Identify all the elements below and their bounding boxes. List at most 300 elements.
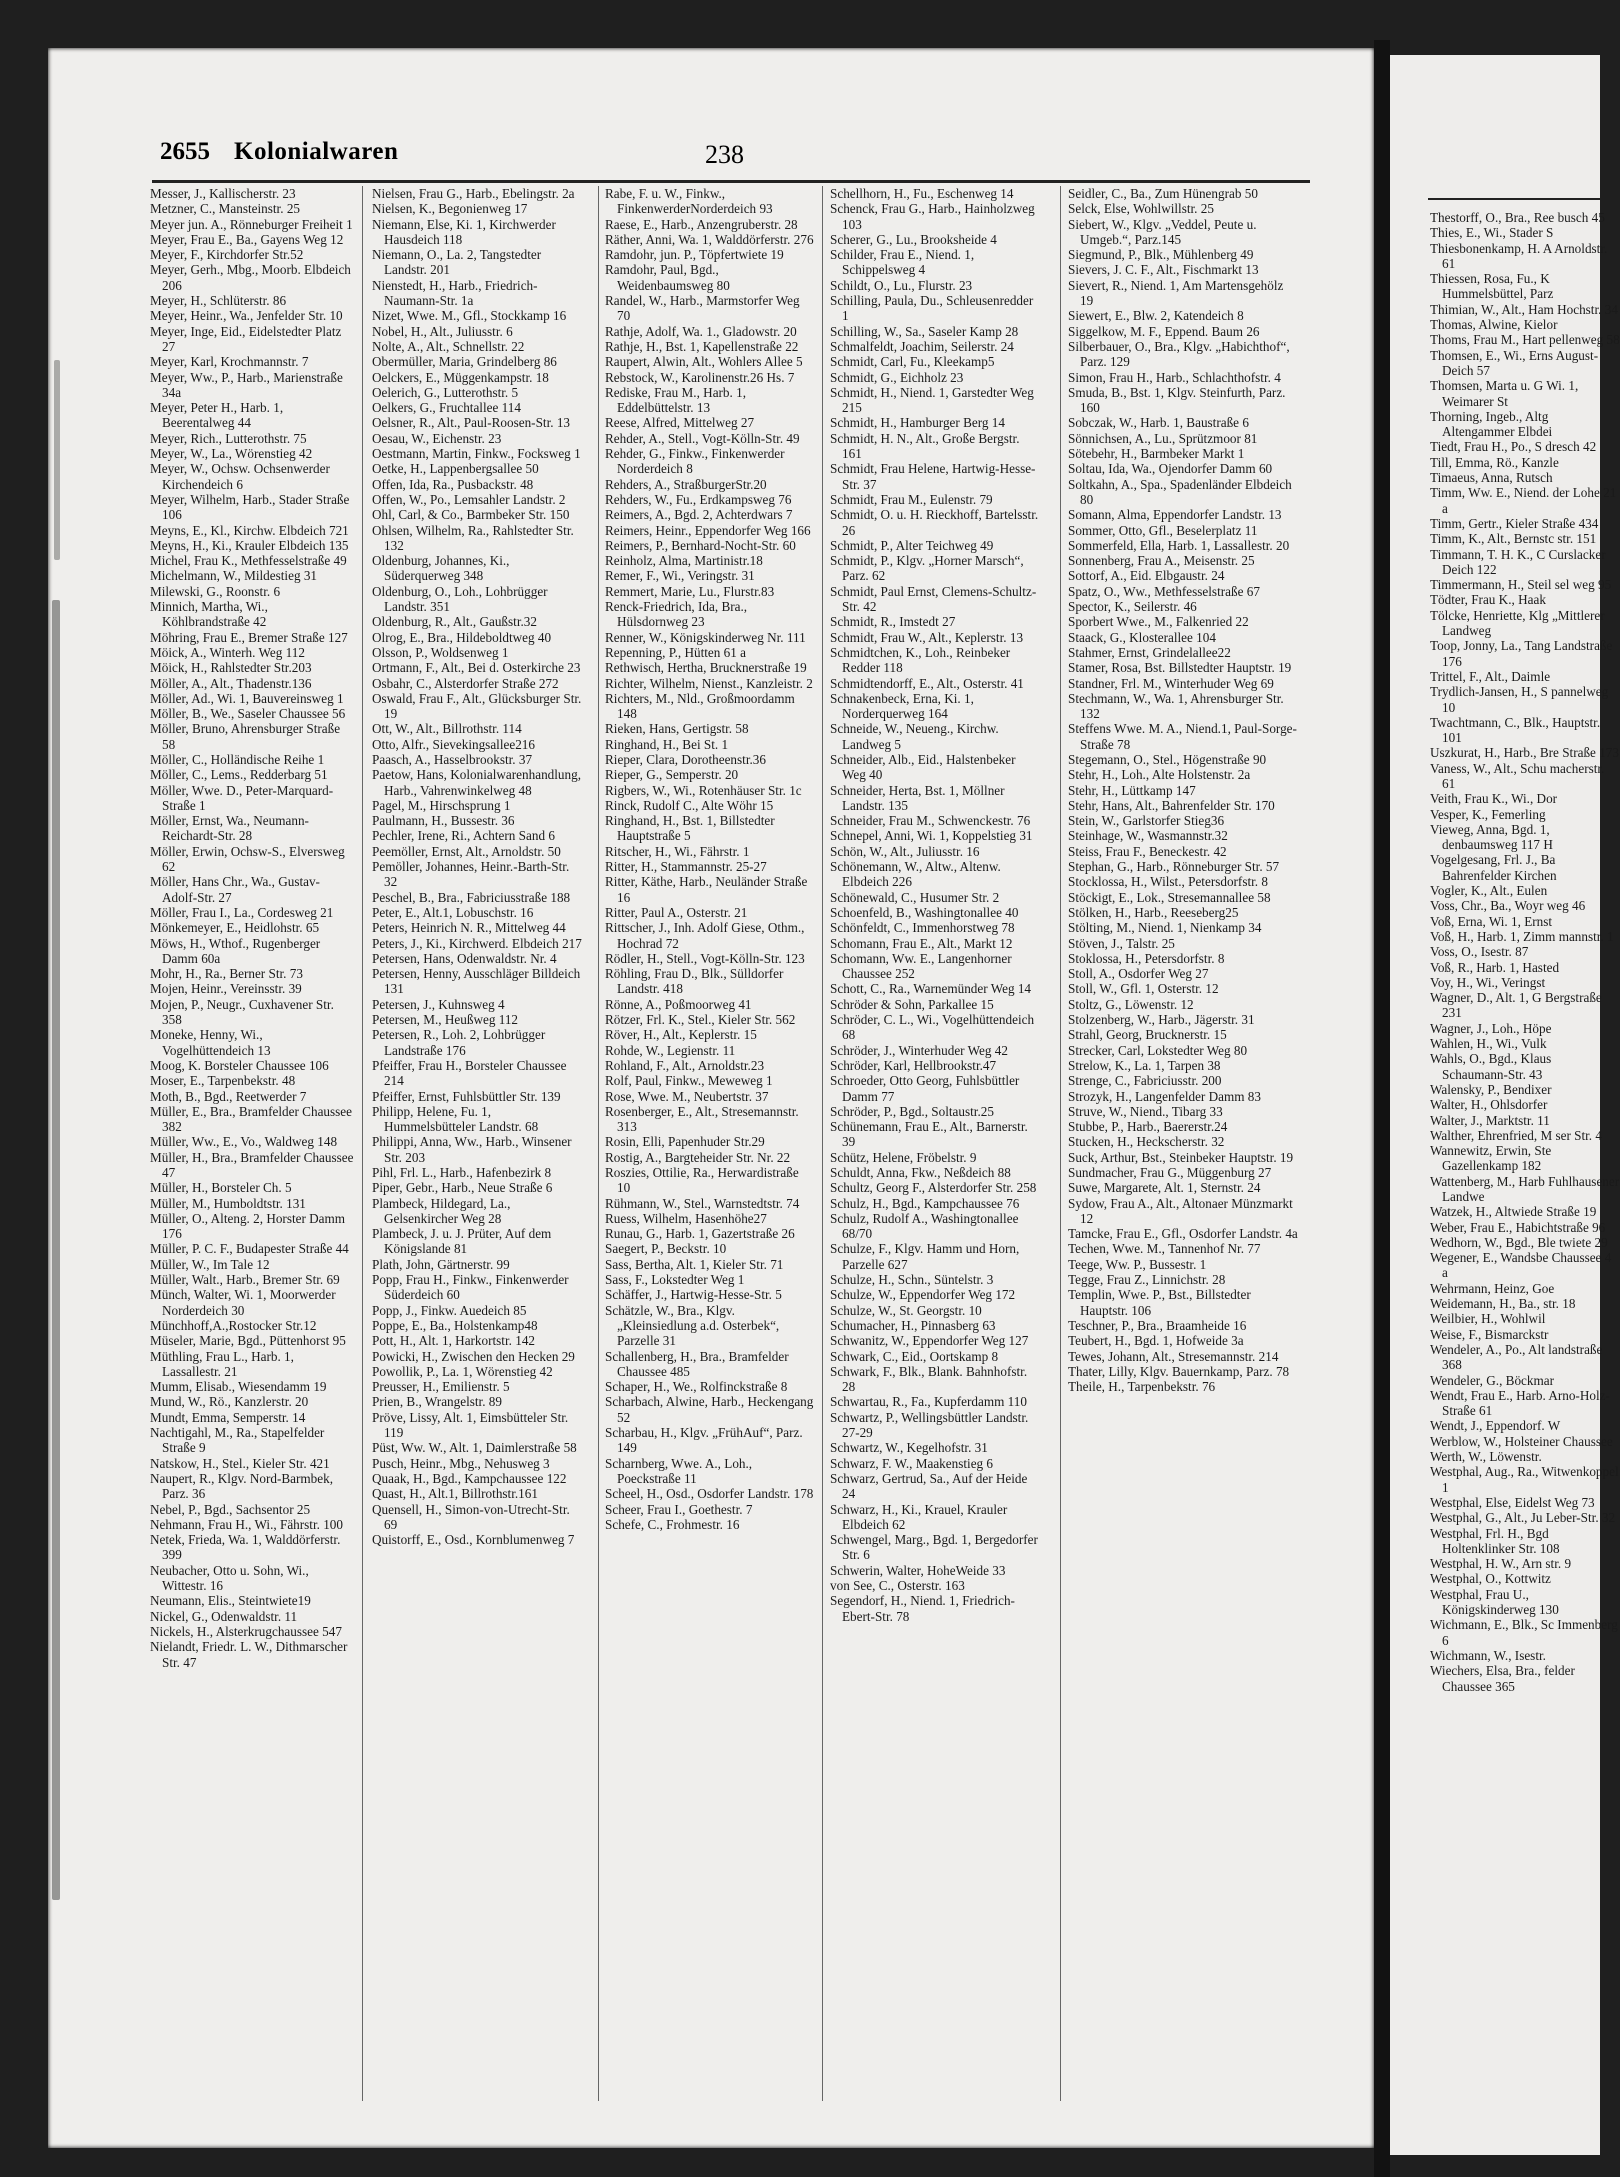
directory-entry: Schwarz, Gertrud, Sa., Auf der Heide 24 xyxy=(830,1470,1028,1502)
directory-entry: Thiesbonenkamp, H. A Arnoldstr. 61 xyxy=(1430,240,1608,271)
column-divider xyxy=(822,186,823,2101)
directory-entry: Nienstedt, H., Harb., Friedrich-Naumann-Str. 1a xyxy=(372,277,538,309)
directory-entry: Olsson, P., Woldsenweg 1 xyxy=(372,644,509,660)
directory-entry: Plambeck, J. u. J. Prüter, Auf dem Königslande 81 xyxy=(372,1226,552,1257)
directory-entry: Pemöller, Johannes, Heinr.-Barth-Str. 32 xyxy=(372,859,570,890)
book-gutter xyxy=(1374,40,1390,2177)
directory-entry: Stamer, Rosa, Bst. Billstedter Hauptstr. 19 xyxy=(1068,660,1292,676)
directory-entry: Scharbau, H., Klgv. „FrühAuf“, Parz. 149 xyxy=(605,1425,803,1456)
directory-entry: Rödler, H., Stell., Vogt-Kölln-Str. 123 xyxy=(605,950,805,966)
directory-entry: Schwerin, Walter, HoheWeide 33 xyxy=(830,1562,1006,1578)
directory-entry: Rabe, F. u. W., Finkw., FinkenwerderNorderdeich 93 xyxy=(605,186,773,217)
directory-entry: Meyer, Rich., Lutterothstr. 75 xyxy=(150,430,307,446)
directory-entry: Meyer, H., Schlüterstr. 86 xyxy=(150,293,287,309)
directory-entry: Teege, Ww. P., Bussestr. 1 xyxy=(1068,1256,1207,1272)
column-divider xyxy=(1060,186,1061,2101)
directory-entry: Möick, H., Rahlstedter Str.203 xyxy=(150,660,312,676)
directory-entry: Rieper, G., Semperstr. 20 xyxy=(605,767,739,783)
directory-entry: Sommer, Otto, Gfl., Beselerplatz 11 xyxy=(1068,522,1258,538)
directory-entry: Westphal, G., Alt., Ju Leber-Str. 32 xyxy=(1430,1510,1616,1526)
directory-entry: Till, Emma, Rö., Kanzle xyxy=(1430,454,1559,470)
directory-entry: Müller, H., Borsteler Ch. 5 xyxy=(150,1180,292,1196)
directory-entry: Standner, Frl. M., Winterhuder Weg 69 xyxy=(1068,675,1274,691)
directory-entry: Popp, Frau H., Finkw., Finkenwerder Süderdeich 60 xyxy=(372,1272,569,1303)
directory-entry: Soltau, Ida, Wa., Ojendorfer Damm 60 xyxy=(1068,461,1273,477)
directory-entry: Stechmann, W., Wa. 1, Ahrensburger Str. 132 xyxy=(1068,690,1284,722)
directory-entry: Renck-Friedrich, Ida, Bra., Hülsdornweg 23 xyxy=(605,599,748,630)
directory-entry: Timm, K., Alt., Bernstc str. 151 xyxy=(1430,531,1597,547)
directory-entry: Quast, H., Alt.1, Billrothstr.161 xyxy=(372,1486,538,1502)
directory-entry: Thoms, Frau M., Hart pellenweg 58 xyxy=(1430,332,1620,348)
directory-entry: Schmidt, O. u. H. Rieckhoff, Bartelsstr. 26 xyxy=(830,507,1039,538)
directory-entry: Wahlen, H., Wi., Vulk xyxy=(1430,1036,1547,1052)
directory-entry: Suwe, Margarete, Alt. 1, Sternstr. 24 xyxy=(1068,1180,1261,1196)
directory-entry: Teschner, P., Bra., Braamheide 16 xyxy=(1068,1317,1247,1333)
directory-entry: Schulze, H., Schn., Süntelstr. 3 xyxy=(830,1272,994,1288)
directory-entry: Petersen, J., Kuhnsweg 4 xyxy=(372,996,505,1012)
header-rule xyxy=(152,180,1310,183)
directory-entry: Schwengel, Marg., Bgd. 1, Bergedorfer Str. 6 xyxy=(830,1532,1038,1563)
directory-entry: Wehrmann, Heinz, Goe xyxy=(1430,1280,1555,1296)
directory-entry: Plath, John, Gärtnerstr. 99 xyxy=(372,1256,510,1272)
directory-entry: Meyer, Inge, Eid., Eidelstedter Platz 27 xyxy=(150,323,342,354)
directory-entry: Niemann, O., La. 2, Tangstedter Landstr. 201 xyxy=(372,247,542,278)
directory-entry: Schneider, Herta, Bst. 1, Möllner Landstr. 135 xyxy=(830,782,1005,813)
directory-entry: Wegener, E., Wandsbe Chaussee 4 a xyxy=(1430,1250,1612,1281)
directory-entry: Meyer, Frau E., Ba., Gayens Weg 12 xyxy=(150,231,344,247)
directory-entry: Voß, R., Harb. 1, Hasted xyxy=(1430,959,1560,975)
directory-entry: Stocklossa, H., Wilst., Petersdorfstr. 8 xyxy=(1068,874,1268,890)
directory-entry: Oelerich, G., Lutterothstr. 5 xyxy=(372,384,519,400)
directory-entry: Timmermann, H., Steil sel weg 95 xyxy=(1430,577,1612,593)
directory-column-2 xyxy=(372,186,582,2106)
directory-entry: Philippi, Anna, Ww., Harb., Winsener Str. 203 xyxy=(372,1134,572,1165)
directory-entry: Veith, Frau K., Wi., Dor xyxy=(1430,791,1558,807)
directory-entry: Ritscher, H., Wi., Fährstr. 1 xyxy=(605,843,750,859)
directory-entry: Nielsen, K., Begonienweg 17 xyxy=(372,201,528,217)
directory-entry: Schünemann, Frau E., Alt., Barnerstr. 39 xyxy=(830,1119,1028,1150)
directory-entry: Voss, Chr., Ba., Woyr weg 46 xyxy=(1430,898,1586,914)
directory-entry: Schäffer, J., Hartwig-Hesse-Str. 5 xyxy=(605,1287,782,1303)
directory-entry: Rediske, Frau M., Harb. 1, Eddelbüttelstr. 13 xyxy=(605,384,747,416)
directory-entry: Quistorff, E., Osd., Kornblumenweg 7 xyxy=(372,1532,575,1548)
directory-entry: Wendeler, G., Böckmar xyxy=(1430,1372,1555,1388)
directory-entry: Meyer jun. A., Rönneburger Freiheit 1 xyxy=(150,216,353,232)
directory-entry: Sonnenberg, Frau A., Meisenstr. 25 xyxy=(1068,553,1255,569)
directory-entry: Möick, A., Winterh. Weg 112 xyxy=(150,644,305,660)
directory-entry: Schönfeldt, C., Immenhorstweg 78 xyxy=(830,920,1015,936)
directory-entry: Oesau, W., Eichenstr. 23 xyxy=(372,430,502,446)
directory-entry: Timm, Gertr., Kieler Straße 434 xyxy=(1430,515,1599,531)
directory-entry: Vogelgesang, Frl. J., Ba Bahrenfelder Kirchen xyxy=(1430,852,1557,883)
directory-entry: Schultz, Georg F., Alsterdorfer Str. 258 xyxy=(830,1180,1037,1196)
directory-entry: Schwanitz, W., Eppendorfer Weg 127 xyxy=(830,1333,1029,1349)
facing-header-rule xyxy=(1428,198,1600,200)
directory-entry: Stein, W., Garlstorfer Stieg36 xyxy=(1068,813,1225,829)
directory-entry: Schmidt, Frau Helene, Hartwig-Hesse-Str. 37 xyxy=(830,461,1036,492)
directory-entry: Staack, G., Klosterallee 104 xyxy=(1068,629,1216,645)
directory-entry: Soltkahn, A., Spa., Spadenländer Elbdeich 80 xyxy=(1068,476,1292,507)
directory-entry: Tiedt, Frau H., Po., S dresch 42 xyxy=(1430,439,1597,455)
directory-entry: Vieweg, Anna, Bgd. 1, denbaumsweg 117 H xyxy=(1430,821,1553,853)
directory-entry: Peter, E., Alt.1, Lobuschstr. 16 xyxy=(372,904,534,920)
directory-entry: Schildt, O., Lu., Flurstr. 23 xyxy=(830,277,973,293)
directory-entry: Schellhorn, H., Fu., Eschenweg 14 xyxy=(830,186,1014,201)
directory-entry: Schmidt, H., Niend. 1, Garstedter Weg 215 xyxy=(830,384,1034,416)
directory-entry: Schoenfeld, B., Washingtonallee 40 xyxy=(830,904,1019,920)
directory-entry: Thomsen, E., Wi., Erns August-Deich 57 xyxy=(1430,347,1599,378)
directory-entry: Stegemann, O., Stel., Högenstraße 90 xyxy=(1068,751,1267,767)
directory-entry: Selck, Else, Wohlwillstr. 25 xyxy=(1068,201,1214,217)
directory-entry: Schumacher, H., Pinnasberg 63 xyxy=(830,1317,996,1333)
directory-entry: Steiss, Frau F., Beneckestr. 42 xyxy=(1068,843,1227,859)
directory-entry: Vaness, W., Alt., Schu macherstr. 61 xyxy=(1430,760,1605,791)
directory-entry: Schilder, Frau E., Niend. 1, Schippelsweg 4 xyxy=(830,247,975,278)
directory-entry: Suck, Arthur, Bst., Steinbeker Hauptstr. 19 xyxy=(1068,1149,1294,1165)
directory-entry: Rehder, A., Stell., Vogt-Kölln-Str. 49 xyxy=(605,430,800,446)
binding-mark xyxy=(54,360,60,560)
directory-entry: Sass, Bertha, Alt. 1, Kieler Str. 71 xyxy=(605,1256,784,1272)
directory-entry: Schmidt, Paul Ernst, Clemens-Schultz-Str. 42 xyxy=(830,583,1037,615)
directory-entry: Möller, Ad., Wi. 1, Bauvereinsweg 1 xyxy=(150,690,344,706)
directory-entry: Minnich, Martha, Wi., Köhlbrandstraße 42 xyxy=(150,599,268,630)
directory-entry: Siegmund, P., Blk., Mühlenberg 49 xyxy=(1068,247,1254,263)
directory-entry: Mundt, Emma, Semperstr. 14 xyxy=(150,1409,306,1425)
directory-entry: Schröder & Sohn, Parkallee 15 xyxy=(830,996,994,1012)
directory-entry: Schulz, H., Bgd., Kampchaussee 76 xyxy=(830,1195,1020,1211)
directory-entry: Schwark, C., Eid., Oortskamp 8 xyxy=(830,1348,999,1364)
directory-entry: Sass, F., Lokstedter Weg 1 xyxy=(605,1272,745,1288)
page-number: 238 xyxy=(705,140,744,169)
directory-entry: Watzek, H., Altwiede Straße 19 xyxy=(1430,1204,1597,1220)
directory-entry: Möhring, Frau E., Bremer Straße 127 xyxy=(150,629,348,645)
directory-entry: Rolf, Paul, Finkw., Meweweg 1 xyxy=(605,1073,773,1089)
directory-entry: Natskow, H., Stel., Kieler Str. 421 xyxy=(150,1455,330,1471)
facing-page-column xyxy=(1430,210,1620,2130)
directory-entry: Petersen, R., Loh. 2, Lohbrügger Landstraße 176 xyxy=(372,1027,546,1058)
directory-entry: Schulze, F., Klgv. Hamm und Horn, Parzelle 627 xyxy=(830,1241,1020,1272)
directory-entry: Michel, Frau K., Methfesselstraße 49 xyxy=(150,553,347,569)
directory-entry: Westphal, H. W., Arn str. 9 xyxy=(1430,1556,1572,1572)
directory-entry: Schmidt, P., Klgv. „Horner Marsch“, Parz. 62 xyxy=(830,553,1024,584)
directory-entry: Stucken, H., Heckscherstr. 32 xyxy=(1068,1134,1225,1150)
directory-entry: Mohr, H., Ra., Berner Str. 73 xyxy=(150,966,303,982)
directory-entry: Nizet, Wwe. M., Gfl., Stockkamp 16 xyxy=(372,308,567,324)
directory-entry: Müseler, Marie, Bgd., Püttenhorst 95 xyxy=(150,1333,346,1349)
directory-entry: Pagel, M., Hirschsprung 1 xyxy=(372,797,511,813)
directory-entry: Rehder, G., Finkw., Finkenwerder Norderdeich 8 xyxy=(605,446,785,477)
directory-entry: Wichmann, W., Isestr. xyxy=(1430,1647,1546,1663)
directory-entry: Schröder, J., Winterhuder Weg 42 xyxy=(830,1042,1008,1058)
directory-entry: Pröve, Lissy, Alt. 1, Eimsbütteler Str. 119 xyxy=(372,1409,569,1441)
directory-entry: Sydow, Frau A., Alt., Altonaer Münzmarkt 12 xyxy=(1068,1195,1293,1226)
directory-entry: Schulze, W., Eppendorfer Weg 172 xyxy=(830,1287,1016,1303)
directory-entry: Reinholz, Alma, Martinistr.18 xyxy=(605,553,763,569)
directory-entry: Pusch, Heinr., Mbg., Nehusweg 3 xyxy=(372,1455,550,1471)
directory-entry: Smuda, B., Bst. 1, Klgv. Steinfurth, Parz. 160 xyxy=(1068,384,1286,416)
directory-entry: Stöckigt, E., Lok., Stresemannallee 58 xyxy=(1068,889,1271,905)
directory-entry: Reimers, A., Bgd. 2, Achterdwars 7 xyxy=(605,507,793,523)
directory-entry: Schmidt, G., Eichholz 23 xyxy=(830,369,964,385)
directory-entry: Sundmacher, Frau G., Müggenburg 27 xyxy=(1068,1165,1272,1180)
directory-entry: Scharnberg, Wwe. A., Loh., Poeckstraße 11 xyxy=(605,1455,753,1486)
directory-entry: Oswald, Frau F., Alt., Glücksburger Str. 19 xyxy=(372,690,582,722)
directory-entry: Ohlsen, Wilhelm, Ra., Rahlstedter Str. 132 xyxy=(372,522,574,553)
directory-entry: Oelckers, E., Müggenkampstr. 18 xyxy=(372,369,549,385)
directory-entry: Rethwisch, Hertha, Brucknerstraße 19 xyxy=(605,660,807,676)
directory-entry: Rigbers, W., Wi., Rotenhäuser Str. 1c xyxy=(605,782,802,798)
column-divider xyxy=(598,186,599,2101)
directory-entry: Schefe, C., Frohmestr. 16 xyxy=(605,1516,740,1532)
directory-entry: Peschel, B., Bra., Fabriciusstraße 188 xyxy=(372,889,571,905)
directory-entry: Walter, J., Marktstr. 11 xyxy=(1430,1112,1550,1128)
directory-entry: Sötebehr, H., Barmbeker Markt 1 xyxy=(1068,446,1245,462)
directory-entry: Rostig, A., Bargteheider Str. Nr. 22 xyxy=(605,1149,791,1165)
directory-entry: von See, C., Osterstr. 163 xyxy=(830,1578,965,1594)
directory-entry: Rönne, A., Poßmoorweg 41 xyxy=(605,996,752,1012)
directory-entry: Pechler, Irene, Ri., Achtern Sand 6 xyxy=(372,828,555,844)
directory-entry: Wattenberg, M., Harb Fuhlhausener Landwe xyxy=(1430,1173,1620,1204)
directory-entry: Thies, E., Wi., Stader S xyxy=(1430,225,1554,241)
directory-entry: Mönkemeyer, E., Heidlohstr. 65 xyxy=(150,920,320,936)
directory-entry: Rathje, Adolf, Wa. 1., Gladowstr. 20 xyxy=(605,323,797,339)
directory-entry: Strahl, Georg, Brucknerstr. 15 xyxy=(1068,1027,1227,1043)
directory-entry: Trydlich-Jansen, H., S pannelweg 10 xyxy=(1430,684,1609,715)
directory-entry: Metzner, C., Mansteinstr. 25 xyxy=(150,201,301,217)
directory-entry: Techen, Wwe. M., Tannenhof Nr. 77 xyxy=(1068,1241,1261,1257)
directory-entry: Mund, W., Rö., Kanzlerstr. 20 xyxy=(150,1394,309,1410)
directory-entry: Schomann, Frau E., Alt., Markt 12 xyxy=(830,935,1013,951)
directory-entry: Ritter, Käthe, Harb., Neuländer Straße 16 xyxy=(605,874,808,905)
directory-entry: Möller, Ernst, Wa., Neumann-Reichardt-Str. 28 xyxy=(150,813,309,844)
directory-entry: Schwartau, R., Fa., Kupferdamm 110 xyxy=(830,1394,1027,1410)
directory-entry: Meyer, W., Ochsw. Ochsenwerder Kirchendeich 6 xyxy=(150,461,330,492)
directory-entry: Stubbe, P., Harb., Baererstr.24 xyxy=(1068,1119,1228,1135)
directory-entry: Powollik, P., La. 1, Wörenstieg 42 xyxy=(372,1363,553,1379)
directory-entry: Rosenberger, E., Alt., Stresemannstr. 313 xyxy=(605,1103,799,1135)
directory-entry: Schilling, W., Sa., Saseler Kamp 28 xyxy=(830,323,1019,339)
directory-entry: Pott, H., Alt. 1, Harkortstr. 142 xyxy=(372,1333,536,1349)
directory-entry: Vesper, K., Femerling xyxy=(1430,806,1546,822)
directory-entry: Schmidt, H., Hamburger Berg 14 xyxy=(830,415,1005,431)
directory-entry: Strecker, Carl, Lokstedter Weg 80 xyxy=(1068,1042,1248,1058)
directory-entry: Müller, Ww., E., Vo., Waldweg 148 xyxy=(150,1134,338,1150)
directory-entry: Templin, Wwe. P., Bst., Billstedter Hauptstr. 106 xyxy=(1068,1287,1251,1318)
directory-entry: Schaper, H., We., Rolfinckstraße 8 xyxy=(605,1379,788,1395)
directory-entry: Oldenburg, Johannes, Ki., Süderquerweg 348 xyxy=(372,553,510,584)
directory-entry: Scherer, G., Lu., Brooksheide 4 xyxy=(830,231,997,247)
directory-entry: Wahls, O., Bgd., Klaus Schaumann-Str. 43 xyxy=(1430,1051,1552,1082)
directory-entry: Pfeiffer, Ernst, Fuhlsbüttler Str. 139 xyxy=(372,1088,561,1104)
directory-entry: Möller, Hans Chr., Wa., Gustav-Adolf-Str. 27 xyxy=(150,874,320,905)
directory-entry: Wagner, J., Loh., Höpe xyxy=(1430,1020,1552,1036)
directory-entry: Olrog, E., Bra., Hildeboldtweg 40 xyxy=(372,629,552,645)
directory-entry: Somann, Alma, Eppendorfer Landstr. 13 xyxy=(1068,507,1282,523)
directory-entry: Schnakenbeck, Erna, Ki. 1, Norderquerweg 164 xyxy=(830,690,974,722)
directory-entry: Thimian, W., Alt., Ham Hochstr. 34 xyxy=(1430,301,1618,317)
directory-entry: Stephan, G., Harb., Rönneburger Str. 57 xyxy=(1068,859,1280,875)
directory-entry: Segendorf, H., Niend. 1, Friedrich-Ebert-Str. 78 xyxy=(830,1593,1015,1624)
directory-entry: Strozyk, H., Langenfelder Damm 83 xyxy=(1068,1088,1261,1104)
directory-entry: Schwarz, F. W., Maakenstieg 6 xyxy=(830,1455,994,1471)
directory-entry: Ramdohr, jun. P., Töpfertwiete 19 xyxy=(605,247,784,263)
directory-entry: Sievers, J. C. F., Alt., Fischmarkt 13 xyxy=(1068,262,1259,278)
directory-entry: Möller, C., Holländische Reihe 1 xyxy=(150,751,325,767)
directory-entry: Rosin, Elli, Papenhuder Str.29 xyxy=(605,1134,765,1150)
directory-entry: Oelsner, R., Alt., Paul-Roosen-Str. 13 xyxy=(372,415,571,431)
directory-entry: Möws, H., Wthof., Rugenberger Damm 60a xyxy=(150,935,321,966)
directory-entry: Prien, B., Wrangelstr. 89 xyxy=(372,1394,502,1410)
directory-entry: Piper, Gebr., Harb., Neue Straße 6 xyxy=(372,1180,553,1196)
directory-entry: Schnepel, Anni, Wi. 1, Koppelstieg 31 xyxy=(830,828,1033,844)
directory-entry: Randel, W., Harb., Marmstorfer Weg 70 xyxy=(605,293,800,324)
directory-column-1 xyxy=(150,186,355,2106)
directory-entry: Müthling, Frau L., Harb. 1, Lassallestr. 21 xyxy=(150,1348,294,1379)
directory-entry: Strenge, C., Fabriciusstr. 200 xyxy=(1068,1073,1222,1089)
directory-entry: Schröder, C. L., Wi., Vogelhüttendeich 68 xyxy=(830,1012,1035,1043)
directory-entry: Nehmann, Frau H., Wi., Fährstr. 100 xyxy=(150,1516,343,1532)
directory-column-4 xyxy=(830,186,1040,2106)
directory-entry: Müller, O., Alteng. 2, Horster Damm 176 xyxy=(150,1210,346,1242)
directory-entry: Stölting, M., Niend. 1, Nienkamp 34 xyxy=(1068,920,1262,936)
directory-entry: Ruess, Wilhelm, Hasenhöhe27 xyxy=(605,1210,767,1226)
directory-entry: Stehr, H., Loh., Alte Holstenstr. 2a xyxy=(1068,767,1251,783)
directory-entry: Netek, Frieda, Wa. 1, Walddörferstr. 399 xyxy=(150,1532,341,1563)
directory-entry: Stoltz, G., Löwenstr. 12 xyxy=(1068,996,1194,1012)
directory-entry: Raese, E., Harb., Anzengruberstr. 28 xyxy=(605,216,798,232)
directory-entry: Thiessen, Rosa, Fu., K Hummelsbüttel, Parz xyxy=(1430,271,1554,302)
directory-entry: Moser, E., Tarpenbekstr. 48 xyxy=(150,1073,296,1089)
directory-entry: Peemöller, Ernst, Alt., Arnoldstr. 50 xyxy=(372,843,561,859)
directory-entry: Rehders, A., StraßburgerStr.20 xyxy=(605,476,767,492)
directory-entry: Möller, A., Alt., Thadenstr.136 xyxy=(150,675,312,691)
directory-entry: Nielandt, Friedr. L. W., Dithmarscher Str. 47 xyxy=(150,1639,348,1670)
directory-entry: Siggelkow, M. F., Eppend. Baum 26 xyxy=(1068,323,1260,339)
directory-entry: Mumm, Elisab., Wiesendamm 19 xyxy=(150,1379,327,1395)
directory-entry: Schön, W., Alt., Juliusstr. 16 xyxy=(830,843,980,859)
directory-entry: Röhling, Frau D., Blk., Sülldorfer Landstr. 418 xyxy=(605,966,784,997)
directory-entry: Wichmann, E., Blk., Sc Immenberg 6 xyxy=(1430,1617,1618,1648)
directory-entry: Walther, Ehrenfried, M ser Str. 4 xyxy=(1430,1127,1602,1143)
directory-entry: Petersen, M., Heußweg 112 xyxy=(372,1012,519,1028)
directory-entry: Wendt, Frau E., Harb. Arno-Holz-Straße 61 xyxy=(1430,1387,1610,1419)
directory-entry: Meyer, F., Kirchdorfer Str.52 xyxy=(150,247,304,263)
directory-entry: Messer, J., Kallischerstr. 23 xyxy=(150,186,296,201)
directory-entry: Sievert, R., Niend. 1, Am Martensgehölz 19 xyxy=(1068,277,1284,309)
directory-entry: Rohland, F., Alt., Arnoldstr.23 xyxy=(605,1057,765,1073)
directory-entry: Theile, H., Tarpenbekstr. 76 xyxy=(1068,1379,1216,1395)
directory-entry: Wagner, D., Alt. 1, G Bergstraße 231 xyxy=(1430,990,1602,1021)
directory-entry: Schmidt, Frau M., Eulenstr. 79 xyxy=(830,491,993,507)
directory-entry: Stoll, W., Gfl. 1, Osterstr. 12 xyxy=(1068,981,1219,997)
directory-entry: Voss, O., Isestr. 87 xyxy=(1430,944,1529,960)
directory-entry: Richter, Wilhelm, Nienst., Kanzleistr. 2 xyxy=(605,675,813,691)
directory-entry: Philipp, Helene, Fu. 1, Hummelsbütteler Landstr. 68 xyxy=(372,1103,539,1135)
directory-entry: Mojen, P., Neugr., Cuxhavener Str. 358 xyxy=(150,996,334,1028)
directory-entry: Schwartz, W., Kegelhofstr. 31 xyxy=(830,1440,988,1456)
directory-entry: Münch, Walter, Wi. 1, Moorwerder Norderdeich 30 xyxy=(150,1287,336,1318)
directory-entry: Westphal, Frl. H., Bgd Holtenklinker Str. 108 xyxy=(1430,1525,1560,1556)
directory-entry: Trittel, F., Alt., Daimle xyxy=(1430,668,1551,684)
directory-entry: Nebel, P., Bgd., Sachsentor 25 xyxy=(150,1501,311,1517)
directory-entry: Siebert, W., Klgv. „Veddel, Peute u. Umgeb.“, Parz.145 xyxy=(1068,216,1257,247)
directory-entry: Weise, F., Bismarckstr xyxy=(1430,1326,1549,1342)
directory-entry: Stöven, J., Talstr. 25 xyxy=(1068,935,1175,951)
directory-entry: Oelkers, G., Fruchtallee 114 xyxy=(372,400,521,416)
directory-entry: Schmidt, R., Imstedt 27 xyxy=(830,614,956,630)
directory-entry: Richters, M., Nld., Großmoordamm 148 xyxy=(605,690,795,722)
binding-mark xyxy=(52,600,60,1900)
directory-entry: Neubacher, Otto u. Sohn, Wi., Wittestr. 16 xyxy=(150,1562,309,1594)
directory-entry: Schwark, F., Blk., Blank. Bahnhofstr. 28 xyxy=(830,1363,1028,1395)
directory-entry: Steinhage, W., Wasmannstr.32 xyxy=(1068,828,1228,844)
directory-entry: Uszkurat, H., Harb., Bre Straße 173 xyxy=(1430,745,1619,761)
directory-entry: Müller, H., Bra., Bramfelder Chaussee 47 xyxy=(150,1149,354,1180)
directory-entry: Rehders, W., Fu., Erdkampsweg 76 xyxy=(605,491,792,507)
directory-entry: Michelmann, W., Mildestieg 31 xyxy=(150,568,318,584)
directory-entry: Paasch, A., Hasselbrookstr. 37 xyxy=(372,751,533,767)
directory-entry: Tewes, Johann, Alt., Stresemannstr. 214 xyxy=(1068,1348,1279,1364)
directory-entry: Ortmann, F., Alt., Bei d. Osterkirche 23 xyxy=(372,660,581,676)
directory-entry: Schenck, Frau G., Harb., Hainholzweg 103 xyxy=(830,201,1035,232)
directory-entry: Reimers, Heinr., Eppendorfer Weg 166 xyxy=(605,522,811,538)
directory-entry: Rebstock, W., Karolinenstr.26 Hs. 7 xyxy=(605,369,795,385)
directory-entry: Niemann, Else, Ki. 1, Kirchwerder Hausdeich 118 xyxy=(372,216,556,247)
directory-entry: Müller, P. C. F., Budapester Straße 44 xyxy=(150,1241,349,1257)
page-header xyxy=(160,130,1310,170)
directory-entry: Peters, Heinrich N. R., Mittelweg 44 xyxy=(372,920,566,936)
directory-entry: Scheer, Frau I., Goethestr. 7 xyxy=(605,1501,753,1517)
directory-entry: Rose, Wwe. M., Neubertstr. 37 xyxy=(605,1088,769,1104)
directory-entry: Walter, H., Ohlsdorfer xyxy=(1430,1097,1548,1113)
directory-entry: Westphal, O., Kottwitz xyxy=(1430,1571,1551,1587)
directory-entry: Möller, B., We., Saseler Chaussee 56 xyxy=(150,706,346,722)
directory-entry: Werblow, W., Holsteiner Chaussee xyxy=(1430,1433,1613,1449)
directory-entry: Stölken, H., Harb., Reeseberg25 xyxy=(1068,904,1239,920)
directory-entry: Twachtmann, C., Blk., Hauptstr. 101 xyxy=(1430,714,1601,746)
directory-entry: Schmidt, Carl, Fu., Kleekamp5 xyxy=(830,354,995,370)
directory-entry: Steffens Wwe. M. A., Niend.1, Paul-Sorge-Straße 78 xyxy=(1068,721,1297,752)
directory-entry: Remmert, Marie, Lu., Flurstr.83 xyxy=(605,583,775,599)
directory-entry: Sommerfeld, Ella, Harb. 1, Lassallestr. 20 xyxy=(1068,537,1290,553)
directory-entry: Westphal, Else, Eidelst Weg 73 xyxy=(1430,1494,1595,1510)
directory-entry: Müller, M., Humboldtstr. 131 xyxy=(150,1195,306,1211)
directory-entry: Tamcke, Frau E., Gfl., Osdorfer Landstr. 4a xyxy=(1068,1226,1298,1242)
directory-entry: Weber, Frau E., Habichtstraße 96 xyxy=(1430,1219,1606,1235)
directory-entry: Neumann, Elis., Steintwiete19 xyxy=(150,1593,311,1609)
directory-entry: Schneide, W., Neueng., Kirchw. Landweg 5 xyxy=(830,721,999,752)
directory-entry: Schütz, Helene, Fröbelstr. 9 xyxy=(830,1149,977,1165)
directory-entry: Müller, W., Im Tale 12 xyxy=(150,1256,270,1272)
directory-entry: Schomann, Ww. E., Langenhorner Chaussee 252 xyxy=(830,950,1012,982)
directory-entry: Roszies, Ottilie, Ra., Herwardistraße 10 xyxy=(605,1165,799,1196)
directory-entry: Stoklossa, H., Petersdorfstr. 8 xyxy=(1068,950,1225,966)
directory-entry: Möller, Wwe. D., Peter-Marquard-Straße 1 xyxy=(150,782,334,813)
directory-entry: Preusser, H., Emilienstr. 5 xyxy=(372,1379,510,1395)
directory-entry: Nickels, H., Alsterkrugchaussee 547 xyxy=(150,1623,342,1639)
directory-entry: Spector, K., Seilerstr. 46 xyxy=(1068,599,1197,615)
directory-entry: Ramdohr, Paul, Bgd., Weidenbaumsweg 80 xyxy=(605,262,730,293)
directory-entry: Struve, W., Niend., Tibarg 33 xyxy=(1068,1103,1223,1119)
directory-entry: Wedhorn, W., Bgd., Ble twiete 29 xyxy=(1430,1234,1608,1250)
directory-entry: Naupert, R., Klgv. Nord-Barmbek, Parz. 36 xyxy=(150,1470,333,1502)
directory-entry: Plambeck, Hildegard, La., Gelsenkircher Weg 28 xyxy=(372,1195,511,1226)
directory-entry: Remer, F., Wi., Veringstr. 31 xyxy=(605,568,755,584)
directory-entry: Otto, Alfr., Sievekingsallee216 xyxy=(372,736,535,752)
directory-entry: Meyns, E., Kl., Kirchw. Elbdeich 721 xyxy=(150,522,349,538)
directory-entry: Oestmann, Martin, Finkw., Focksweg 1 xyxy=(372,446,581,462)
directory-entry: Moth, B., Bgd., Reetwerder 7 xyxy=(150,1088,307,1104)
